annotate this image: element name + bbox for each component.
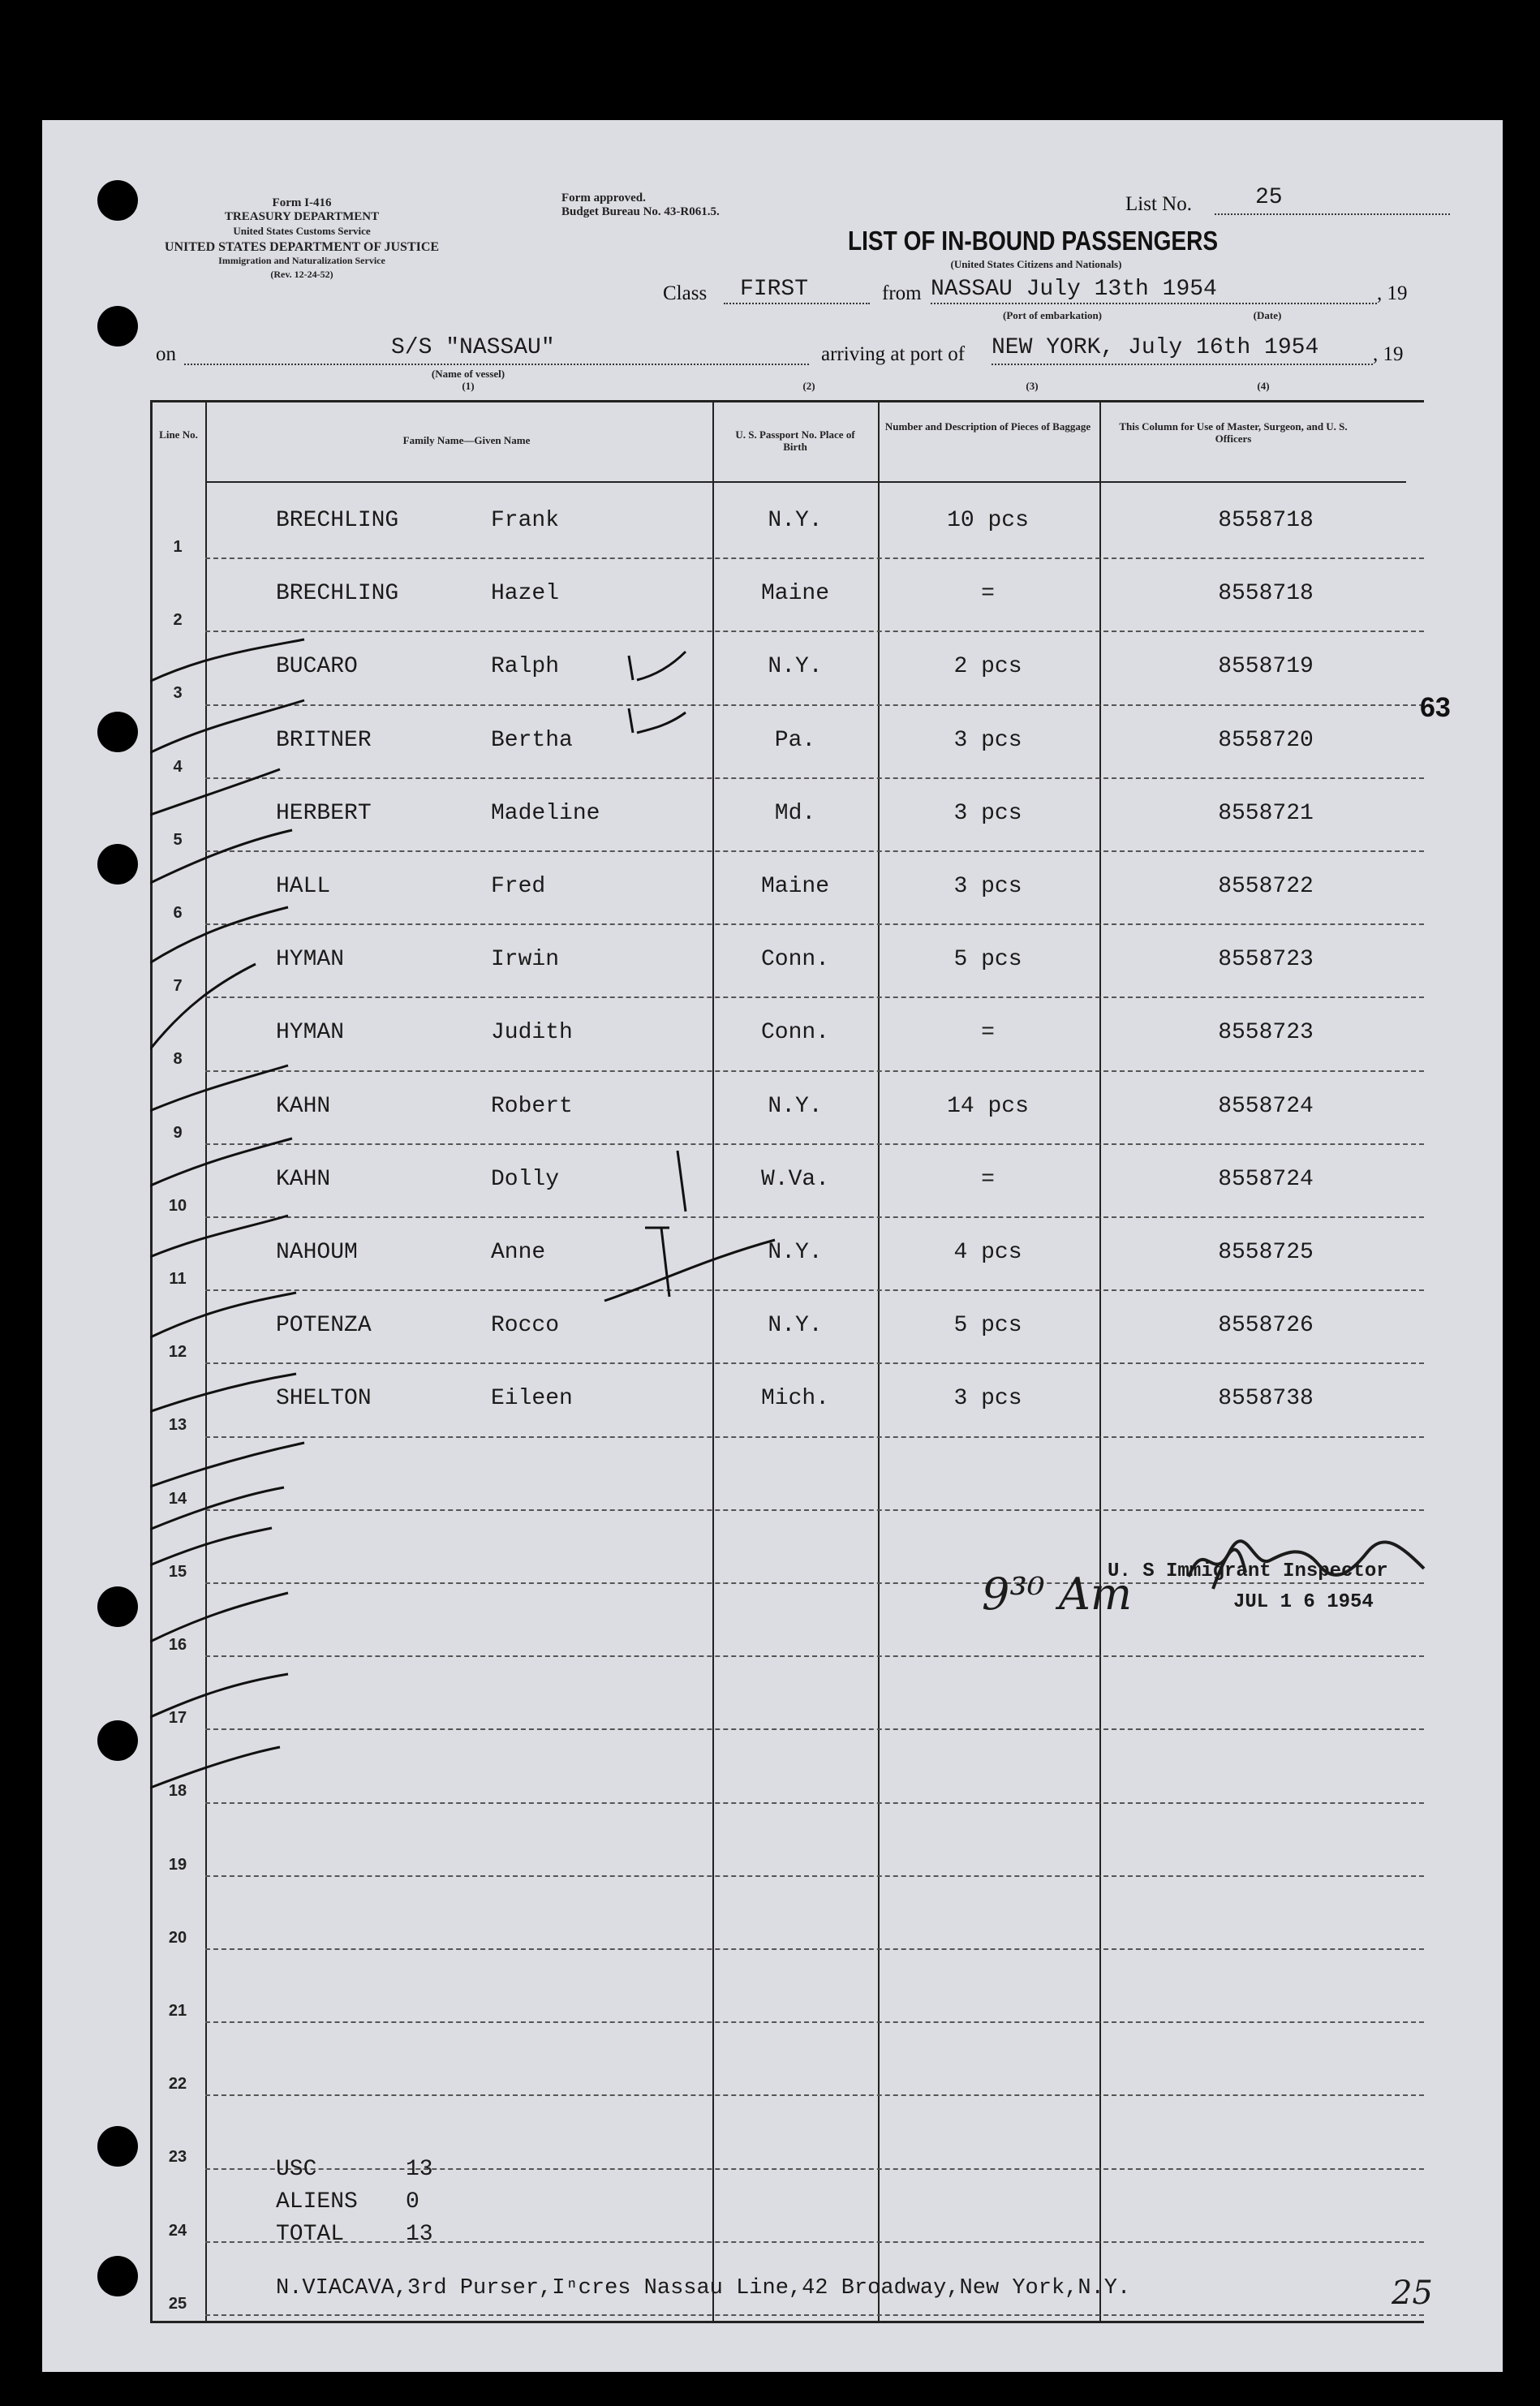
line-number: 3 xyxy=(173,684,183,703)
line-number: 21 xyxy=(168,2002,187,2020)
handwritten-time: 9³⁰ Am xyxy=(982,1569,1133,1620)
place-of-birth-cell: Conn. xyxy=(760,1020,829,1046)
place-of-birth-cell: N.Y. xyxy=(768,508,823,533)
line-number: 10 xyxy=(168,1196,187,1215)
list-no-value: 25 xyxy=(1255,185,1283,210)
from-label: from xyxy=(882,282,922,304)
inspector-stamp-title: U. S Immigrant Inspector xyxy=(1108,1560,1388,1582)
family-name-cell: HERBERT xyxy=(276,800,372,826)
binder-hole xyxy=(97,180,138,221)
baggage-cell: = xyxy=(981,1020,995,1046)
vessel-caption: (Name of vessel) xyxy=(431,368,505,380)
col-header-name: Family Name—Given Name xyxy=(402,434,531,446)
caption-1: (1) xyxy=(462,380,475,392)
vessel-value: S/S "NASSAU" xyxy=(391,335,555,360)
line-number: 8 xyxy=(173,1050,183,1069)
line-number: 24 xyxy=(168,2221,187,2240)
baggage-cell: 10 pcs xyxy=(947,508,1029,533)
officer-number-cell: 8558720 xyxy=(1218,727,1314,753)
line-number: 15 xyxy=(168,1562,187,1581)
given-name-cell: Hazel xyxy=(491,581,560,607)
place-of-birth-cell: Maine xyxy=(760,581,829,607)
on-label: on xyxy=(156,343,176,365)
place-of-birth-cell: Maine xyxy=(760,874,829,899)
line-number: 18 xyxy=(168,1782,187,1801)
family-name-cell: NAHOUM xyxy=(276,1240,358,1265)
family-name-cell: HYMAN xyxy=(276,947,345,973)
officer-number-cell: 8558726 xyxy=(1218,1313,1314,1339)
margin-note: 63 xyxy=(1420,692,1451,723)
family-name-cell: SHELTON xyxy=(276,1386,372,1412)
purser-signature-line: N.VIACAVA,3rd Purser,Iⁿcres Nassau Line,42 Broadway,New York,N.Y. xyxy=(276,2276,1131,2301)
line-number: 22 xyxy=(168,2075,187,2094)
totals-aliens-label: ALIENS xyxy=(276,2189,358,2214)
place-of-birth-cell: Md. xyxy=(774,800,816,826)
line-number: 19 xyxy=(168,1855,187,1874)
baggage-cell: = xyxy=(981,1166,995,1192)
given-name-cell: Frank xyxy=(491,508,560,533)
col-header-officers: This Column for Use of Master, Surgeon, and U. S. Officers xyxy=(1119,420,1348,445)
arrival-rule xyxy=(992,364,1373,365)
arriving-label: arriving at port of xyxy=(821,343,966,365)
baggage-cell: 5 pcs xyxy=(953,947,1022,973)
vessel-rule xyxy=(184,364,809,365)
line-number: 9 xyxy=(173,1123,183,1142)
officer-number-cell: 8558718 xyxy=(1218,508,1314,533)
passenger-table xyxy=(150,400,1451,2323)
totals-total-label: TOTAL xyxy=(276,2222,345,2247)
binder-hole xyxy=(97,1586,138,1627)
line-number: 6 xyxy=(173,904,183,922)
officer-number-cell: 8558724 xyxy=(1218,1093,1314,1119)
family-name-cell: HYMAN xyxy=(276,1020,345,1046)
from-year-suffix: , 19 xyxy=(1377,282,1408,304)
officer-number-cell: 8558722 xyxy=(1218,874,1314,899)
form-id-block: Form I-416 TREASURY DEPARTMENT United States Customs Service xyxy=(224,196,380,237)
totals-usc-value: 13 xyxy=(406,2157,433,2182)
page-title: LIST OF IN-BOUND PASSENGERS xyxy=(848,226,1219,256)
col-header-line: Line No. xyxy=(159,428,198,441)
binder-hole xyxy=(97,1720,138,1761)
place-of-birth-cell: Conn. xyxy=(760,947,829,973)
given-name-cell: Robert xyxy=(491,1093,573,1119)
arrival-year-suffix: , 19 xyxy=(1373,343,1404,365)
family-name-cell: BRECHLING xyxy=(276,581,399,607)
officer-number-cell: 8558723 xyxy=(1218,1020,1314,1046)
line-number: 12 xyxy=(168,1343,187,1362)
family-name-cell: BRECHLING xyxy=(276,508,399,533)
line-number: 23 xyxy=(168,2148,187,2167)
baggage-cell: 4 pcs xyxy=(953,1240,1022,1265)
line-number: 20 xyxy=(168,1928,187,1947)
totals-total-value: 13 xyxy=(406,2222,433,2247)
place-of-birth-cell: Mich. xyxy=(760,1386,829,1412)
baggage-cell: 3 pcs xyxy=(953,1386,1022,1412)
family-name-cell: HALL xyxy=(276,874,331,899)
given-name-cell: Ralph xyxy=(491,654,560,680)
class-value: FIRST xyxy=(740,277,809,302)
baggage-cell: 3 pcs xyxy=(953,874,1022,899)
officer-number-cell: 8558723 xyxy=(1218,947,1314,973)
place-of-birth-cell: N.Y. xyxy=(768,1093,823,1119)
arrival-value: NEW YORK, July 16th 1954 xyxy=(992,335,1319,360)
given-name-cell: Judith xyxy=(491,1020,573,1046)
totals-usc-label: USC xyxy=(276,2157,317,2182)
officer-number-cell: 8558721 xyxy=(1218,800,1314,826)
line-number: 13 xyxy=(168,1416,187,1435)
line-number: 14 xyxy=(168,1489,187,1508)
line-number: 4 xyxy=(173,757,183,776)
given-name-cell: Eileen xyxy=(491,1386,573,1412)
approval-block: Form approved. Budget Bureau No. 43-R061.5. xyxy=(561,192,720,218)
family-name-cell: BRITNER xyxy=(276,727,372,753)
family-name-cell: KAHN xyxy=(276,1093,331,1119)
place-of-birth-cell: N.Y. xyxy=(768,1240,823,1265)
baggage-cell: = xyxy=(981,581,995,607)
family-name-cell: KAHN xyxy=(276,1166,331,1192)
dept-block: UNITED STATES DEPARTMENT OF JUSTICE Immigration and Naturalization Service (Rev. 12-24-52) xyxy=(164,240,440,280)
caption-2: (2) xyxy=(802,380,815,392)
officer-number-cell: 8558725 xyxy=(1218,1240,1314,1265)
officer-number-cell: 8558738 xyxy=(1218,1386,1314,1412)
class-rule xyxy=(724,303,870,304)
totals-aliens-value: 0 xyxy=(406,2189,419,2214)
port-caption: (Port of embarkation) xyxy=(1002,309,1103,321)
given-name-cell: Madeline xyxy=(491,800,600,826)
given-name-cell: Rocco xyxy=(491,1313,560,1339)
from-rule xyxy=(931,303,1377,304)
line-number: 2 xyxy=(173,611,183,630)
line-number: 7 xyxy=(173,977,183,996)
officer-number-cell: 8558724 xyxy=(1218,1166,1314,1192)
baggage-cell: 3 pcs xyxy=(953,800,1022,826)
place-of-birth-cell: N.Y. xyxy=(768,1313,823,1339)
caption-3: (3) xyxy=(1026,380,1039,392)
class-label: Class xyxy=(663,282,708,304)
line-number: 17 xyxy=(168,1709,187,1728)
page-subtitle: (United States Citizens and Nationals) xyxy=(950,258,1122,270)
binder-hole xyxy=(97,844,138,884)
line-number: 1 xyxy=(173,538,183,556)
binder-hole xyxy=(97,306,138,346)
line-number: 16 xyxy=(168,1636,187,1654)
family-name-cell: BUCARO xyxy=(276,654,358,680)
list-no-rule xyxy=(1215,213,1450,215)
check-marks xyxy=(150,400,1424,2323)
binder-hole xyxy=(97,2126,138,2167)
place-of-birth-cell: Pa. xyxy=(774,727,816,753)
family-name-cell: POTENZA xyxy=(276,1313,372,1339)
baggage-cell: 14 pcs xyxy=(947,1093,1029,1119)
place-of-birth-cell: W.Va. xyxy=(760,1166,829,1192)
baggage-cell: 3 pcs xyxy=(953,727,1022,753)
page-mark: 25 xyxy=(1392,2275,1433,2312)
line-number: 5 xyxy=(173,830,183,849)
given-name-cell: Dolly xyxy=(491,1166,560,1192)
baggage-cell: 5 pcs xyxy=(953,1313,1022,1339)
form-page xyxy=(42,120,1503,2372)
from-value: NASSAU July 13th 1954 xyxy=(931,277,1217,302)
officer-number-cell: 8558719 xyxy=(1218,654,1314,680)
given-name-cell: Irwin xyxy=(491,947,560,973)
line-number: 11 xyxy=(169,1270,187,1288)
caption-4: (4) xyxy=(1257,380,1270,392)
baggage-cell: 2 pcs xyxy=(953,654,1022,680)
place-of-birth-cell: N.Y. xyxy=(768,654,823,680)
list-no-label: List No. xyxy=(1125,193,1192,215)
given-name-cell: Fred xyxy=(491,874,546,899)
inspector-stamp-date: JUL 1 6 1954 xyxy=(1233,1591,1374,1613)
date-caption: (Date) xyxy=(1253,309,1282,321)
given-name-cell: Bertha xyxy=(491,727,573,753)
binder-hole xyxy=(97,2256,138,2296)
binder-hole xyxy=(97,712,138,752)
officer-number-cell: 8558718 xyxy=(1218,581,1314,607)
line-number: 25 xyxy=(168,2294,187,2313)
col-header-baggage: Number and Description of Pieces of Baggage xyxy=(884,420,1091,433)
col-header-passport: U. S. Passport No. Place of Birth xyxy=(735,428,855,453)
given-name-cell: Anne xyxy=(491,1240,546,1265)
